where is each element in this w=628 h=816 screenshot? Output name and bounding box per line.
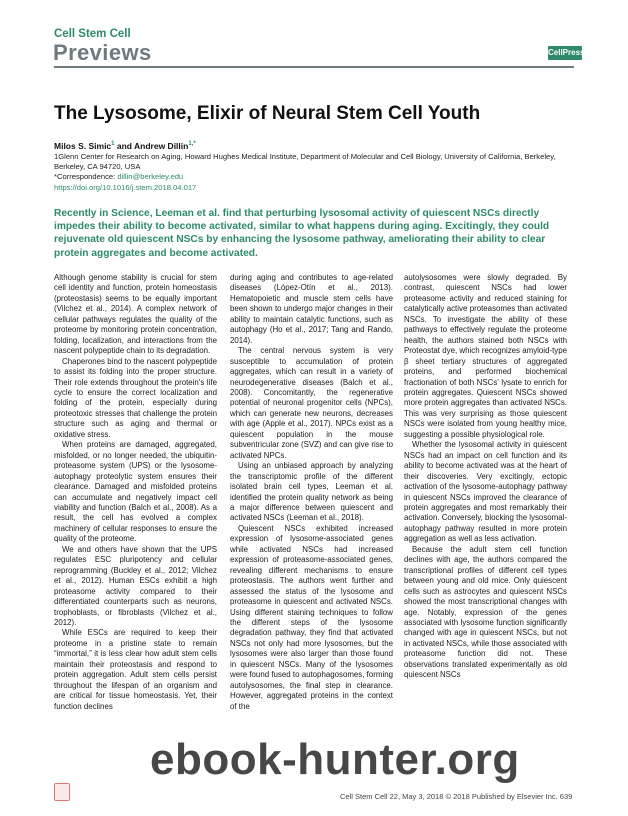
body-column-1 [54,273,217,712]
doi-link[interactable]: https://doi.org/10.1016/j.stem.2018.04.017 [54,182,197,192]
paragraph: While ESCs are required to keep their proteome in a pristine state to remain “immortal,” it is less clear how adult stem cells maintain their proteostasis and respond to protein aggregation. Adult stem cells persist throughout the lifespan of an organism and are critical for tissue homeostasis. Yet, their function declines [54,628,217,711]
header-rule [54,66,574,68]
page-footer: Cell Stem Cell 22, May 3, 2018 © 2018 Published by Elsevier Inc. 639 [340,792,573,801]
author-2: and Andrew Dillin [114,141,189,151]
paragraph: autolysosomes were slowly degraded. By contrast, quiescent NSCs had lower proteasome activity and reduced staining for catalytically active proteasomes than activated NSCs. To investigate the ability of these pathways to effectively regulate the proteome health, the authors stained both NSCs with Proteostat dye, which recognizes amyloid-type β sheet tertiary structures of aggregated proteins, and performed biochemical fractionation of both NSCs' lysate to enrich for protein aggregates. Quiescent NSCs showed more protein aggregates than activated NSCs. This was very surprising as those quiescent NSCs were isolated from young healthy mice, suggesting a possible physiological role. [404,273,567,439]
correspondence-label: *Correspondence: [54,172,118,182]
article-title: The Lysosome, Elixir of Neural Stem Cell Youth [54,103,481,124]
correspondence [54,172,584,182]
paragraph: Quiescent NSCs exhibited increased expression of lysosome-associated genes while activated NSCs had increased expression of proteasome-associated genes, revealing different mechanisms to ensure proteostasis. The authors went further and assessed the status of the lysosome and proteasome in quiescent and activated NSCs. Using different staining techniques to follow the different steps of the lysosome degradation pathway, they find that activated NSCs not only had more lysosomes, but the lysosomes were also larger than those found in quiescent NSCs. Many of the lysosomes were found fused to autophagosomes, forming autolysosomes, the final step in clearance. However, aggregated proteins in the context of the [230,523,393,711]
elsevier-logo-icon [54,783,70,801]
affiliation: 1Glenn Center for Research on Aging, Howard Hughes Medical Institute, Department of Molecular and Cell Biology, University of California, Berkeley, Berkeley, CA 94720, USA [54,152,556,172]
body-column-2 [230,273,393,712]
journal-name: Cell Stem Cell [54,28,131,40]
affiliation-block [54,152,584,193]
email-link[interactable]: dillin@berkeley.edu [117,172,184,182]
paragraph: Chaperones bind to the nascent polypeptide to assist its folding into the proper structure. Their role extends throughout the protein's life cycle to ensure the correct localization and folding of the protein, especially during proteotoxic stresses that challenge the protein structure such as aging and thermal or oxidative stress. [54,356,217,439]
body-column-3 [404,273,567,681]
paragraph: Whether the lysosomal activity in quiescent NSCs had an impact on cell function and its ability to become activated was at the heart of their discoveries. Very excitingly, ectopic activation of the lysosome-autophagy pathway in quiescent NSCs improved the clearance of protein aggregates and most remarkably their activation. Conversely, blocking the lysosomal-autophagy pathway resulted in more protein aggregation as well as less activation. [404,440,567,544]
paragraph: Because the adult stem cell function declines with age, the authors compared the transcriptional profiles of different cell types between young and old mice. Only quiescent cells such as astrocytes and quiescent NSCs showed the most transcriptional changes with age. Notably, expression of the genes associated with lysosome function significantly changed with age in quiescent NSCs, but not in activated NSCs, while those associated with proteasome function did not. These observations translated experimentally as old quiescent NSCs [404,544,567,680]
paragraph: during aging and contributes to age-related diseases (López-Otín et al., 2013). Hematopoietic and muscle stem cells have been shown to undergo major changes in their ability to maintain catalytic functions, such as autophagy (Ho et al., 2017; Tang and Rando, 2014). [230,273,393,345]
section-title: Previews [53,40,152,65]
abstract: Recently in Science, Leeman et al. find that perturbing lysosomal activity of quiescent NSCs directly impedes their ability to become activated, similar to what happens during aging. Excitingly, they could rejuvenate old quiescent NSCs by enhancing the lysosome pathway, ameliorating their ability to clear protein aggregates and become activated. [54,208,550,259]
paragraph: We and others have shown that the UPS regulates ESC pluripotency and cellular reprogramming (Buckley et al., 2012; Vilchez et al., 2012). Human ESCs exhibit a high proteasome activity compared to their differentiated counterparts such as neurons, trophoblasts, or fibroblasts (Vilchez et al., 2012). [54,544,217,627]
paragraph: The central nervous system is very susceptible to accumulation of protein aggregates, which can result in a variety of neurodegenerative diseases (Balch et al., 2008). Concomitantly, the regenerative potential of neuronal progenitor cells (NPCs), which can generate new neurons, decreases with age (Apple et al., 2017). NPCs exist as a quiescent population in the mouse subventricular zone (SVZ) and can give rise to activated NPCs. [230,346,393,460]
author-1-affil: 1 [111,141,115,148]
publisher-logo: CellPress [548,46,582,60]
watermark: ebook-hunter.org [150,735,520,784]
paragraph: Using an unbiased approach by analyzing the transcriptomic profile of the different isolated brain cell types, Leeman et al. identified the protein quality network as being a major difference between quiescent and activated NSCs (Leeman et al., 2018). [230,461,393,523]
author-2-affil: 1,* [188,141,196,148]
author-1: Milos S. Simic [54,141,112,151]
author-line [54,141,196,151]
paragraph: When proteins are damaged, aggregated, misfolded, or no longer needed, the ubiquitin-proteasome system (UPS) or the lysosome-autophagy proteolytic system ensures their clearance. Damaged and misfolded proteins can accumulate and negatively impact cell viability and function (Balch et al., 2008). As a result, the cell has evolved a complex machinery of cellular responses to ensure the quality of the proteome. [54,440,217,544]
paragraph: Although genome stability is crucial for stem cell identity and function, protein homeostasis (proteostasis) seems to be equally important (Vilchez et al., 2014). A complex network of cellular pathways regulates the quality of the proteome by monitoring protein concentration, folding, localization, and interactions from the nascent polypeptide chain to its degradation. [54,273,217,356]
